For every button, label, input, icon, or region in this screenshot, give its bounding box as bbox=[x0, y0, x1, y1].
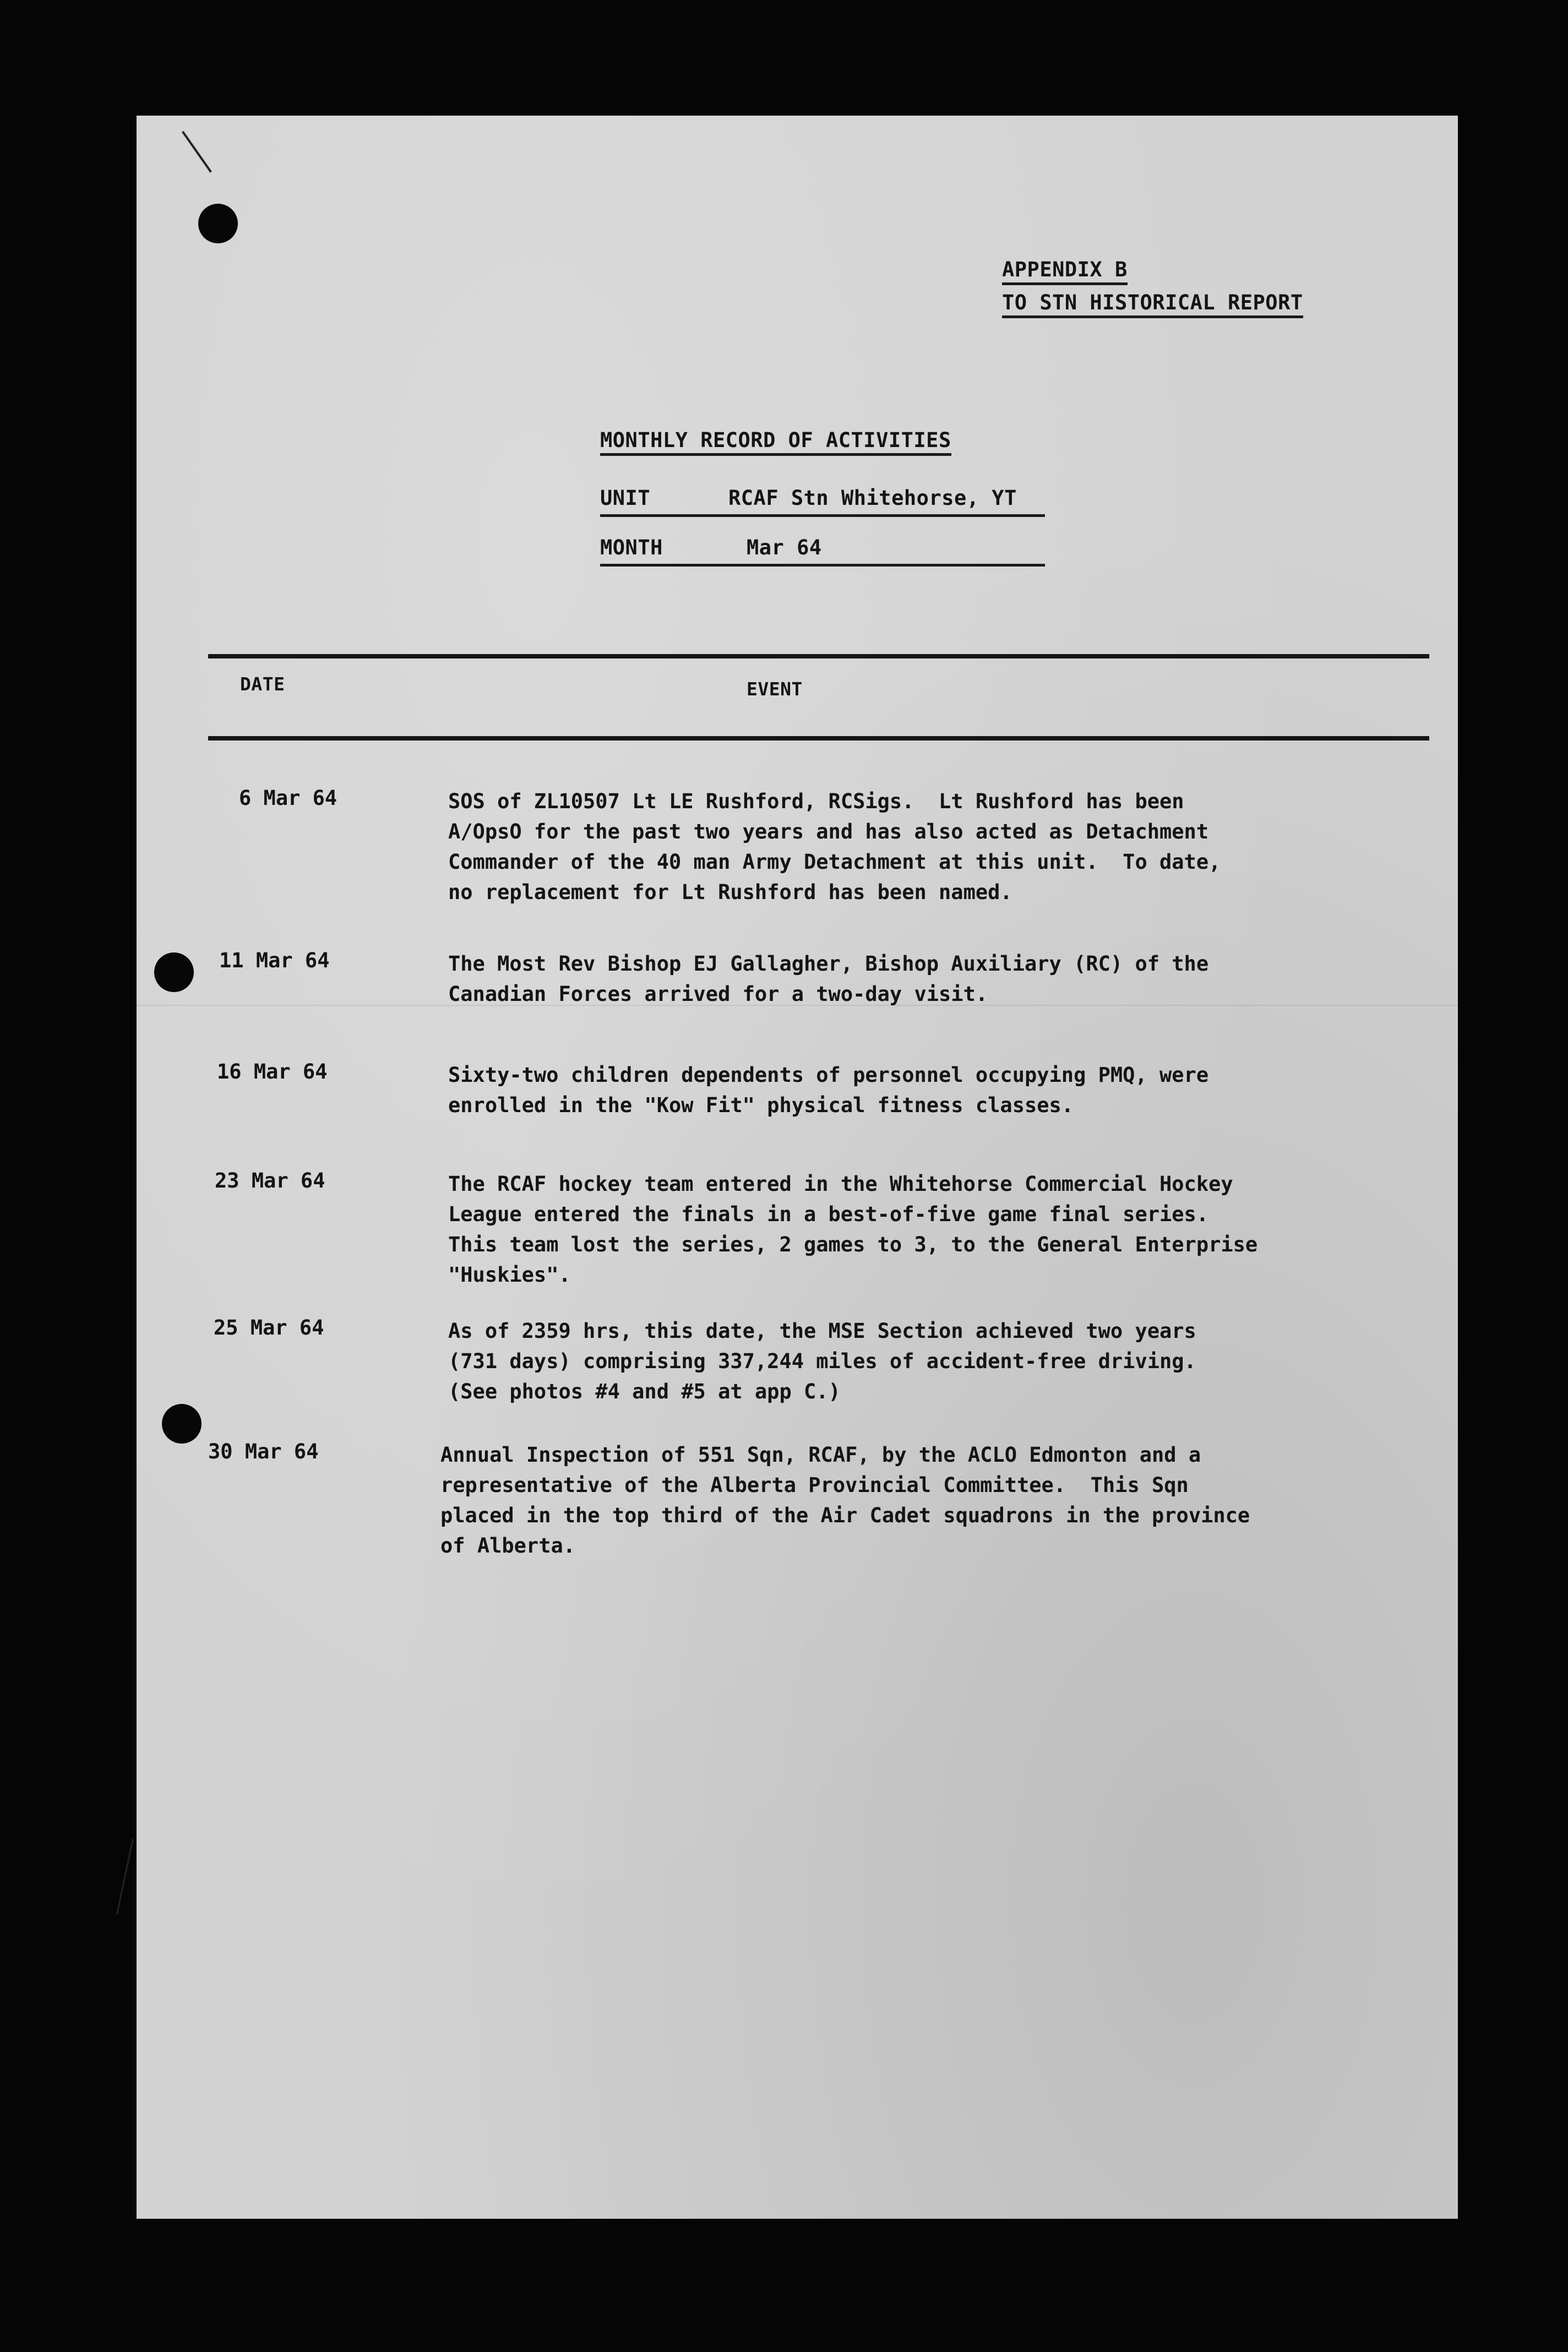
pen-mark-top bbox=[182, 131, 212, 173]
entry-date: 11 Mar 64 bbox=[219, 949, 330, 972]
entry-event-line: This team lost the series, 2 games to 3, to the General Enterprise bbox=[448, 1233, 1258, 1256]
entry-event-line: (731 days) comprising 337,244 miles of accident-free driving. bbox=[448, 1349, 1196, 1373]
entry-event-line: Canadian Forces arrived for a two-day visit. bbox=[448, 982, 988, 1006]
month-underline bbox=[600, 564, 1045, 567]
entry-event-line: As of 2359 hrs, this date, the MSE Section achieved two years bbox=[448, 1319, 1196, 1343]
unit-value: RCAF Stn Whitehorse, YT bbox=[728, 486, 1017, 510]
entry-date: 23 Mar 64 bbox=[215, 1169, 325, 1193]
unit-label: UNIT bbox=[600, 486, 651, 510]
entry-date: 6 Mar 64 bbox=[239, 786, 337, 810]
pen-mark-bottom bbox=[116, 1839, 134, 1915]
entry-event-line: no replacement for Lt Rushford has been named. bbox=[448, 880, 1012, 904]
entry-event-line: The RCAF hockey team entered in the Whitehorse Commercial Hockey bbox=[448, 1172, 1233, 1196]
entry-event-line: League entered the finals in a best-of-five game final series. bbox=[448, 1202, 1209, 1226]
unit-underline bbox=[600, 514, 1045, 517]
entry-event-line: of Alberta. bbox=[440, 1534, 576, 1558]
month-label: MONTH bbox=[600, 536, 663, 559]
entry-event-line: SOS of ZL10507 Lt LE Rushford, RCSigs. Lt Rushford has been bbox=[448, 790, 1184, 813]
entry-event bbox=[440, 1440, 1365, 1561]
table-top-rule bbox=[208, 654, 1429, 658]
column-header-event: EVENT bbox=[747, 678, 803, 700]
entry-event-line: enrolled in the "Kow Fit" physical fitness classes. bbox=[448, 1093, 1074, 1117]
column-header-date: DATE bbox=[240, 673, 285, 695]
entry-event-line: Commander of the 40 man Army Detachment at this unit. To date, bbox=[448, 850, 1221, 874]
entry-event bbox=[448, 1316, 1373, 1407]
entry-event-line: (See photos #4 and #5 at app C.) bbox=[448, 1380, 841, 1403]
appendix-line-1: APPENDIX B bbox=[1002, 258, 1128, 285]
entry-event-line: The Most Rev Bishop EJ Gallagher, Bishop Auxiliary (RC) of the bbox=[448, 952, 1209, 976]
appendix-line-2: TO STN HISTORICAL REPORT bbox=[1002, 291, 1303, 318]
entry-event-line: Annual Inspection of 551 Sqn, RCAF, by the ACLO Edmonton and a bbox=[440, 1443, 1201, 1467]
document-page bbox=[137, 116, 1458, 2219]
entry-event bbox=[448, 1169, 1373, 1290]
entry-event bbox=[448, 1060, 1373, 1120]
punch-hole-middle bbox=[154, 952, 194, 992]
entry-event bbox=[448, 949, 1373, 1009]
entry-event bbox=[448, 786, 1373, 907]
record-title: MONTHLY RECORD OF ACTIVITIES bbox=[600, 428, 951, 456]
table-header-rule bbox=[208, 736, 1429, 741]
entry-event-line: placed in the top third of the Air Cadet squadrons in the province bbox=[440, 1504, 1250, 1527]
punch-hole-lower bbox=[162, 1404, 202, 1444]
entry-event-line: A/OpsO for the past two years and has also acted as Detachment bbox=[448, 820, 1209, 843]
punch-hole-top bbox=[198, 204, 238, 243]
entry-event-line: representative of the Alberta Provincial Committee. This Sqn bbox=[440, 1473, 1189, 1497]
entry-event-line: "Huskies". bbox=[448, 1263, 571, 1287]
entry-date: 25 Mar 64 bbox=[214, 1316, 324, 1340]
entry-date: 30 Mar 64 bbox=[208, 1440, 319, 1463]
entry-date: 16 Mar 64 bbox=[217, 1060, 328, 1084]
month-value: Mar 64 bbox=[747, 536, 822, 559]
entry-event-line: Sixty-two children dependents of personnel occupying PMQ, were bbox=[448, 1063, 1209, 1087]
